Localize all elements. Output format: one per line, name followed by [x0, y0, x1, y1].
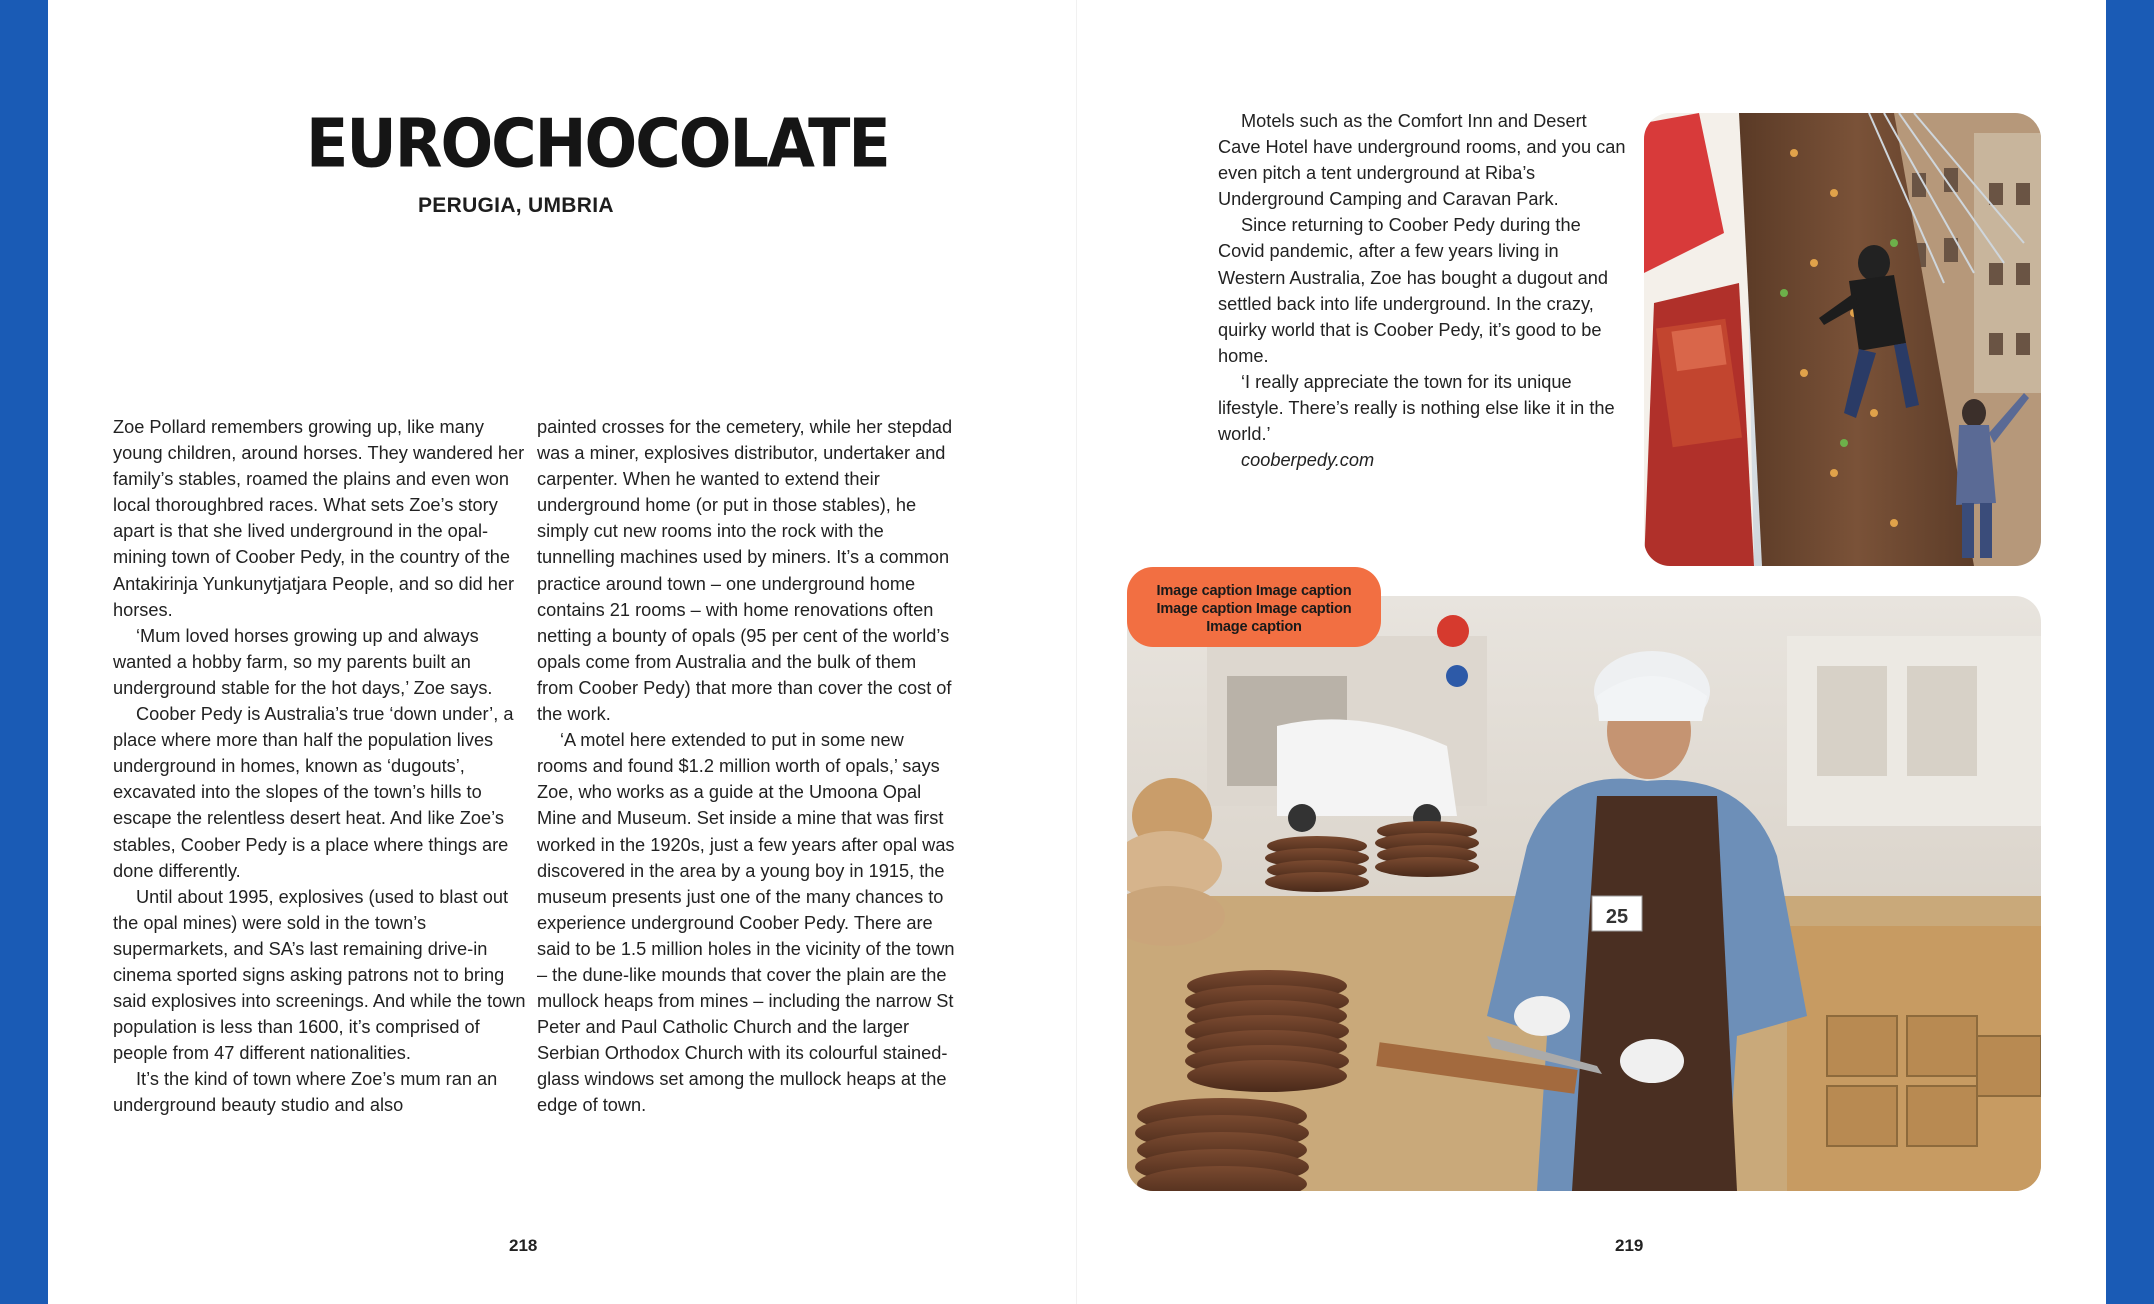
paragraph: Zoe Pollard remembers growing up, like many young children, around horses. They wandered her family’s stables, roamed the plains and even won local thoroughbred races. What sets Zoe’s story apart is that she lived underground in the opal-mining town of Coober Pedy, in the country of the Antakirinja Yunkunytjatjara People, and so did her horses.	[113, 417, 525, 620]
page-subtitle: PERUGIA, UMBRIA	[418, 194, 614, 217]
body-column-3	[1218, 108, 1631, 473]
left-page	[48, 0, 1077, 1304]
paragraph: painted crosses for the cemetery, while her stepdad was a miner, explosives distributor, undertaker and carpenter. When he wanted to extend their underground home (or put in those stables), he simply cut new rooms into the rock with the tunnelling machines used by miners. It’s a common practice around town – one underground home contains 21 rooms – with home renovations often netting a bounty of opals (95 per cent of the world’s opals come from Australia and the bulk of them from Coober Pedy) that more than cover the cost of the work.	[537, 417, 953, 725]
paragraph: It’s the kind of town where Zoe’s mum ran an underground beauty studio and also	[113, 1069, 498, 1116]
page-title: EUROCHOCOLATE	[306, 104, 889, 183]
climbing-wall-photo	[1644, 113, 2041, 566]
page-number-left: 218	[509, 1236, 538, 1255]
right-page	[1077, 0, 2106, 1304]
body-column-2	[537, 414, 957, 1119]
body-column-1	[113, 414, 528, 1119]
paragraph: ‘I really appreciate the town for its unique lifestyle. There’s really is nothing else like it in the world.’	[1218, 371, 1615, 445]
paragraph: ‘A motel here extended to put in some new rooms and found $1.2 million worth of opals,’ says Zoe, who works as a guide at the Umoona Opal Mine and Museum. Set inside a mine that was first worked in the 1920s, just a few years after opal was discovered in the area by a young boy in 1915, the museum presents just one of the many chances to experience underground Coober Pedy. There are said to be 1.5 million holes in the vicinity of the town – the dune-like mounds that cover the plain are the mullock heaps from mines – including the narrow St Peter and Paul Catholic Church and the larger Serbian Orthodox Church with its colourful stained-glass windows set among the mullock heaps at the edge of town.	[537, 730, 955, 1116]
chocolate-vendor-photo	[1127, 596, 2041, 1191]
paragraph: Motels such as the Comfort Inn and Desert Cave Hotel have underground rooms, and you can even pitch a tent underground at Riba’s Underground Camping and Caravan Park.	[1218, 111, 1626, 210]
paragraph: Until about 1995, explosives (used to blast out the opal mines) were sold in the town’s supermarkets, and SA’s last remaining drive-in cinema sported signs asking patrons not to bring said explosives into screenings. And while the town population is less than 1600, it’s comprised of people from 47 different nationalities.	[113, 886, 526, 1064]
paragraph: Since returning to Coober Pedy during the Covid pandemic, after a few years living in Western Australia, Zoe has bought a dugout and settled back into life underground. In the crazy, quirky world that is Coober Pedy, it’s good to be home.	[1218, 215, 1608, 366]
image-caption: Image caption Image caption Image caption Image caption Image caption	[1127, 567, 1381, 647]
page-number-right: 219	[1615, 1236, 1644, 1255]
website-link[interactable]: cooberpedy.com	[1241, 450, 1375, 471]
name-badge: 25	[1605, 906, 1629, 928]
paragraph: ‘Mum loved horses growing up and always wanted a hobby farm, so my parents built an underground stable for the hot days,’ Zoe says.	[113, 625, 493, 698]
paragraph: Coober Pedy is Australia’s true ‘down under’, a place where more than half the population lives underground in homes, known as ‘dugouts’, excavated into the slopes of the town’s hills to escape the relentless desert heat. And like Zoe’s stables, Coober Pedy is a place where things are done differently.	[113, 704, 514, 881]
